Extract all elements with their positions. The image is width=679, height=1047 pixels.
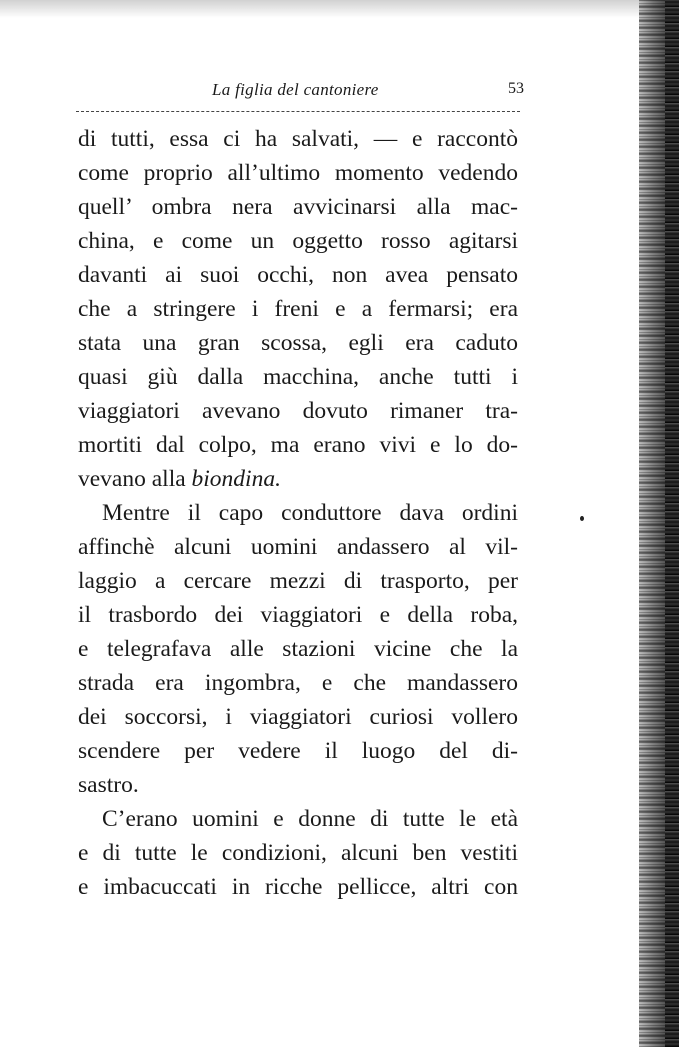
text-line: sastro. [78, 772, 139, 798]
text-line [78, 462, 518, 496]
text-line: mortiti dal colpo, ma erano vivi e lo do- [78, 432, 518, 458]
scan-speck [580, 516, 584, 521]
text-line: dei soccorsi, i viaggiatori curiosi vollero [78, 704, 518, 730]
body-text [78, 122, 518, 904]
running-title: La figlia del cantoniere [212, 80, 379, 99]
text-line: e telegrafava alle stazioni vicine che la [78, 636, 518, 662]
text-line: davanti ai suoi occhi, non avea pensato [78, 262, 518, 288]
text-line: affinchè alcuni uomini andassero al vil- [78, 534, 518, 560]
text-line: il trasbordo dei viaggiatori e della roba, [78, 602, 518, 628]
italic-word: biondina. [191, 466, 281, 492]
text-line: di tutti, essa ci ha salvati, — e raccontò [78, 126, 518, 152]
text-line: Mentre il capo conduttore dava ordini [102, 500, 518, 526]
text-line: china, e come un oggetto rosso agitarsi [78, 228, 518, 254]
text-line: strada era ingombra, e che mandassero [78, 670, 518, 696]
scan-gutter-shadow [639, 0, 679, 1047]
text-line: come proprio all’ultimo momento vedendo [78, 160, 518, 186]
text-line: che a stringere i freni e a fermarsi; era [78, 296, 518, 322]
text-line: viaggiatori avevano dovuto rimaner tra- [78, 398, 518, 424]
scan-top-shadow [0, 0, 679, 18]
text-line: e imbacuccati in ricche pellicce, altri con [78, 874, 518, 900]
text-line: quell’ ombra nera avvicinarsi alla mac- [78, 194, 518, 220]
page-number: 53 [508, 80, 524, 97]
text-fragment: vevano alla [78, 466, 192, 492]
text-line: e di tutte le condizioni, alcuni ben vestiti [78, 840, 518, 866]
text-line: quasi giù dalla macchina, anche tutti i [78, 364, 518, 390]
text-line: stata una gran scossa, egli era caduto [78, 330, 518, 356]
page-header [78, 80, 524, 106]
header-rule [76, 111, 520, 112]
text-line: scendere per vedere il luogo del di- [78, 738, 518, 764]
scan-gutter-edge [665, 0, 679, 1047]
text-line: C’erano uomini e donne di tutte le età [102, 806, 518, 832]
text-line: laggio a cercare mezzi di trasporto, per [78, 568, 518, 594]
